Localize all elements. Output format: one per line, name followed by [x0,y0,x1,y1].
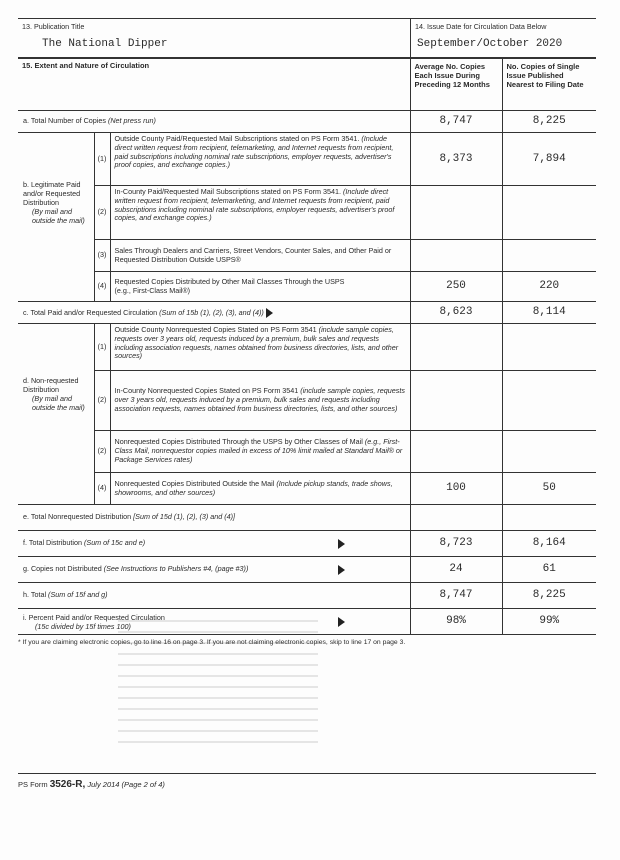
col-header-single: No. Copies of Single Issue Published Nearest to Filing Date [502,59,596,111]
row-g [18,557,596,583]
row-c-average: 8,623 [410,302,502,324]
row-d3-desc [110,431,410,473]
row-f-average: 8,723 [410,531,502,557]
publication-title: The National Dipper [42,38,168,50]
row-f-label: f. Total Distribution [23,538,82,548]
row-b1 [18,133,596,186]
row-d1-note: (include sample copies, requests over 3 years old, requests induced by a premium, bulk sales and requests including association requests, names obtained from business directories, lists, and other sources) [114,325,399,361]
row-g-label-cell [18,557,410,583]
row-b-label: b. Legitimate Paid and/or Requested Distribution [23,179,81,207]
row-e-label-cell [18,505,410,531]
row-g-note: (See Instructions to Publishers #4, (page #3)) [103,564,249,574]
row-b2-single [502,186,596,240]
row-b3-single [502,240,596,272]
row-b1-num: (1) [94,133,110,186]
row-e [18,505,596,531]
row-b4-note: (e.g., First-Class Mail®) [114,285,191,295]
row-d1 [18,324,596,371]
row-h-note: (Sum of 15f and g) [48,590,108,600]
row-d2 [18,371,596,431]
issue-date-cell [410,19,597,57]
row-d2-num: (2) [94,371,110,431]
row-d4-average: 100 [410,473,502,505]
row-i-note: (15c divided by 15f times 100) [35,621,131,631]
row-b2 [18,186,596,240]
row-f-arrow-icon [338,539,345,549]
row-c-label: c. Total Paid and/or Requested Circulation [23,307,158,317]
row-i-single: 99% [502,609,596,635]
row-h-label-cell [18,583,410,609]
row-e-single [502,505,596,531]
row-a-average: 8,747 [410,111,502,133]
row-f-label-cell [18,531,410,557]
row-d-group-label [18,324,94,505]
row-d1-average [410,324,502,371]
row-d3 [18,431,596,473]
row-b2-note: (Include direct written request from recipient, telemarketing, and Internet requests from recipient, paid subscriptions including nominal rate subscriptions, employer requests, advertiser's proof copies, and exchange copies.) [114,187,395,223]
footnote: * If you are claiming electronic copies, go to line 16 on page 3. If you are not claiming electronic copies, skip to line 17 on page 3. [18,639,406,646]
row-d3-single [502,431,596,473]
row-d4-single: 50 [502,473,596,505]
row-d3-note: (e.g., First-Class Mail, nonrequestor copies mailed in excess of 10% limit mailed at Standard Mail® or Package Services rates) [114,437,403,464]
row-f-single: 8,164 [502,531,596,557]
row-i-arrow-icon [338,617,345,627]
row-e-average [410,505,502,531]
row-a-single: 8,225 [502,111,596,133]
publication-title-label: 13. Publication Title [22,22,85,31]
footer-form-number: 3526-R, [49,779,86,790]
footer-form-prefix: PS Form [18,780,48,789]
row-h-label: h. Total [23,590,47,600]
row-b1-text: Outside County Paid/Requested Mail Subscriptions stated on PS Form 3541. [114,134,360,143]
footer-form-rest: July 2014 (Page 2 of 4) [87,780,165,789]
row-b1-single: 7,894 [502,133,596,186]
form-footer [18,773,596,790]
row-c-label-cell [18,302,410,324]
circulation-form [18,18,596,646]
row-d1-single [502,324,596,371]
row-c-note: (Sum of 15b (1), (2), (3), and (4)) [159,307,264,317]
row-d2-single [502,371,596,431]
row-i-average: 98% [410,609,502,635]
circulation-table [18,58,596,635]
row-d4-desc [110,473,410,505]
row-g-average: 24 [410,557,502,583]
row-b2-average [410,186,502,240]
row-c [18,302,596,324]
bleed-through-texture [118,620,318,750]
row-d4-num: (4) [94,473,110,505]
row-d3-num: (2) [94,431,110,473]
row-b3-average [410,240,502,272]
row-i-label: i. Percent Paid and/or Requested Circulation [23,612,165,622]
col-header-average: Average No. Copies Each Issue During Preceding 12 Months [410,59,502,111]
row-d4-text: Nonrequested Copies Distributed Outside the Mail [114,478,275,488]
row-d4-note: (Include pickup stands, trade shows, showrooms, and other sources) [114,478,393,497]
section-15-title: 15. Extent and Nature of Circulation [18,59,410,111]
row-d3-text: Nonrequested Copies Distributed Through the USPS by Other Classes of Mail [114,437,363,447]
row-b-group-label [18,133,94,302]
row-b3-text: Sales Through Dealers and Carriers, Street Vendors, Counter Sales, and Other Paid or Requested Distribution Outside USPS® [110,240,410,272]
row-d3-average [410,431,502,473]
row-f-note: (Sum of 15c and e) [84,538,146,548]
row-g-label: g. Copies not Distributed [23,564,102,574]
row-d-note: (By mail and outside the mail) [32,394,85,412]
row-a [18,111,596,133]
row-b1-average: 8,373 [410,133,502,186]
publication-title-cell [18,19,410,57]
row-h-average: 8,747 [410,583,502,609]
row-b2-text: In-County Paid/Requested Mail Subscriptions stated on PS Form 3541. [114,187,342,196]
row-d2-note: (include sample copies, requests over 3 years old, requests induced by a premium, bulk sales and requests including association requests, names obtained from business directories, lists, and other sources) [114,386,405,413]
row-b4-num: (4) [94,272,110,302]
row-e-note: [Sum of 15d (1), (2), (3) and (4)] [133,512,236,522]
row-d2-average [410,371,502,431]
row-b3 [18,240,596,272]
row-g-arrow-icon [338,565,345,575]
row-e-label: e. Total Nonrequested Distribution [23,512,132,522]
row-h-single: 8,225 [502,583,596,609]
row-c-single: 8,114 [502,302,596,324]
row-a-note: (Net press run) [107,116,156,126]
row-g-single: 61 [502,557,596,583]
row-d1-text: Outside County Nonrequested Copies Stated on PS Form 3541 [114,325,317,334]
issue-date-label: 14. Issue Date for Circulation Data Below [415,22,547,31]
row-c-arrow-icon [266,308,273,318]
form-header [18,18,596,58]
row-b1-desc [110,133,410,186]
row-a-label: a. Total Number of Copies [23,116,106,126]
row-b-note: (By mail and outside the mail) [32,206,85,225]
row-d4 [18,473,596,505]
row-d-label: d. Non-requested Distribution [23,376,79,394]
row-b2-desc [110,186,410,240]
row-d2-desc [110,371,410,431]
row-h [18,583,596,609]
row-b4-average: 250 [410,272,502,302]
row-b4-desc [110,272,410,302]
row-d1-num: (1) [94,324,110,371]
issue-date: September/October 2020 [417,38,563,50]
row-b3-num: (3) [94,240,110,272]
row-d2-text: In-County Nonrequested Copies Stated on PS Form 3541 [114,386,299,396]
row-a-label-cell [18,111,410,133]
row-b1-note: (Include direct written request from recipient, telemarketing, and Internet requests from recipient, paid subscriptions including nominal rate subscriptions, employer requests, advertiser's proof copies, and exchange copies.) [114,134,394,170]
row-b4-text: Requested Copies Distributed by Other Mail Classes Through the USPS [114,276,345,286]
table-header-row [18,59,596,111]
row-b4 [18,272,596,302]
row-b2-num: (2) [94,186,110,240]
row-d1-desc [110,324,410,371]
row-b4-single: 220 [502,272,596,302]
row-f [18,531,596,557]
